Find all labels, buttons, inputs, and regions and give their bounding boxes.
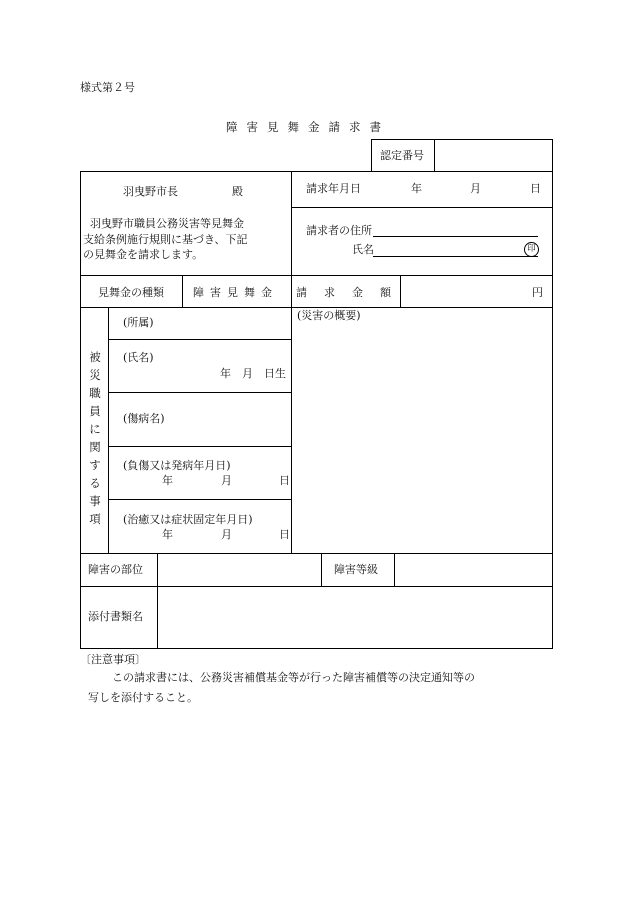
victim-section-bottom — [80, 553, 553, 554]
request-date-label: 請求年月日 — [306, 182, 361, 195]
cure-date-year: 年 — [162, 528, 173, 541]
requester-name-field[interactable] — [373, 256, 538, 257]
birth-date: 年 月 日生 — [220, 367, 286, 380]
notes-line1: この請求書には、公務災害補償基金等が行った障害補償等の決定通知等の — [112, 671, 475, 684]
cert-box-right — [552, 139, 553, 171]
notes-heading: 〔注意事項〕 — [80, 653, 146, 666]
benefit-type-label: 見舞金の種類 — [98, 286, 164, 299]
grade-divider-2 — [394, 553, 395, 586]
injury-name-row-bottom — [108, 446, 291, 447]
injury-date-day: 日 — [279, 474, 290, 487]
header-divider — [291, 171, 292, 275]
certification-number-label: 認定番号 — [380, 149, 424, 162]
date-row-bottom — [291, 207, 553, 208]
disability-row-bottom — [80, 586, 553, 587]
table-top-border — [80, 171, 553, 172]
cert-box-left — [371, 139, 372, 171]
requester-name-label: 氏名 — [352, 243, 374, 256]
victim-name-label: (氏名) — [123, 351, 154, 364]
victim-section-label: 被災職員に関する事項 — [89, 350, 101, 526]
disaster-summary-label: (災害の概要) — [297, 309, 361, 322]
request-text-line2: 支給条例施行規則に基づき、下記 — [83, 233, 248, 246]
cure-date-month: 月 — [221, 528, 232, 541]
request-date-day: 日 — [530, 182, 541, 195]
injury-name-label: (傷病名) — [123, 412, 165, 425]
request-amount-yen: 円 — [532, 286, 543, 299]
grade-divider-1 — [321, 553, 322, 586]
affiliation-label: (所属) — [123, 316, 154, 329]
bottom-label-divider — [157, 553, 158, 648]
summary-divider — [291, 307, 292, 553]
cure-date-label: (治癒又は症状固定年月日) — [123, 513, 253, 526]
injury-date-month: 月 — [221, 474, 232, 487]
injury-date-year: 年 — [162, 474, 173, 487]
injury-date-row-bottom — [108, 499, 291, 500]
request-text-line1: 羽曳野市職員公務災害等見舞金 — [90, 217, 244, 230]
cert-box-top — [371, 139, 553, 140]
request-date-year: 年 — [411, 182, 422, 195]
table-left-border — [80, 171, 81, 648]
table-right-border — [552, 171, 553, 648]
victim-label-divider — [108, 307, 109, 553]
seal-mark: 印 — [524, 242, 539, 257]
cure-date-day: 日 — [279, 528, 290, 541]
victim-name-row-bottom — [108, 392, 291, 393]
notes-line2: 写しを添付すること。 — [88, 691, 198, 704]
request-text-line3: の見舞金を請求します。 — [83, 248, 204, 261]
cert-box-divider — [434, 139, 435, 171]
request-amount-label: 請求金額 — [296, 286, 408, 299]
form-number: 様式第２号 — [80, 81, 135, 94]
benefit-type-value: 障害見舞金 — [193, 286, 278, 299]
benefit-divider-1 — [182, 275, 183, 307]
benefit-row-bottom — [80, 307, 553, 308]
disability-grade-label: 障害等級 — [334, 563, 378, 576]
attachments-label: 添付書類名 — [88, 610, 143, 623]
injury-date-label: (負傷又は発病年月日) — [123, 459, 231, 472]
requester-address-field[interactable] — [373, 236, 538, 237]
addressee: 羽曳野市長 — [123, 185, 178, 198]
benefit-divider-2 — [291, 275, 292, 307]
affiliation-row-bottom — [108, 339, 291, 340]
header-section-bottom — [80, 275, 553, 276]
request-date-month: 月 — [470, 182, 481, 195]
requester-address-label: 請求者の住所 — [306, 224, 372, 237]
document-title: 障害見舞金請求書 — [226, 120, 390, 134]
table-bottom-border — [80, 648, 553, 649]
disability-part-label: 障害の部位 — [88, 563, 143, 576]
honorific: 殿 — [232, 185, 243, 198]
